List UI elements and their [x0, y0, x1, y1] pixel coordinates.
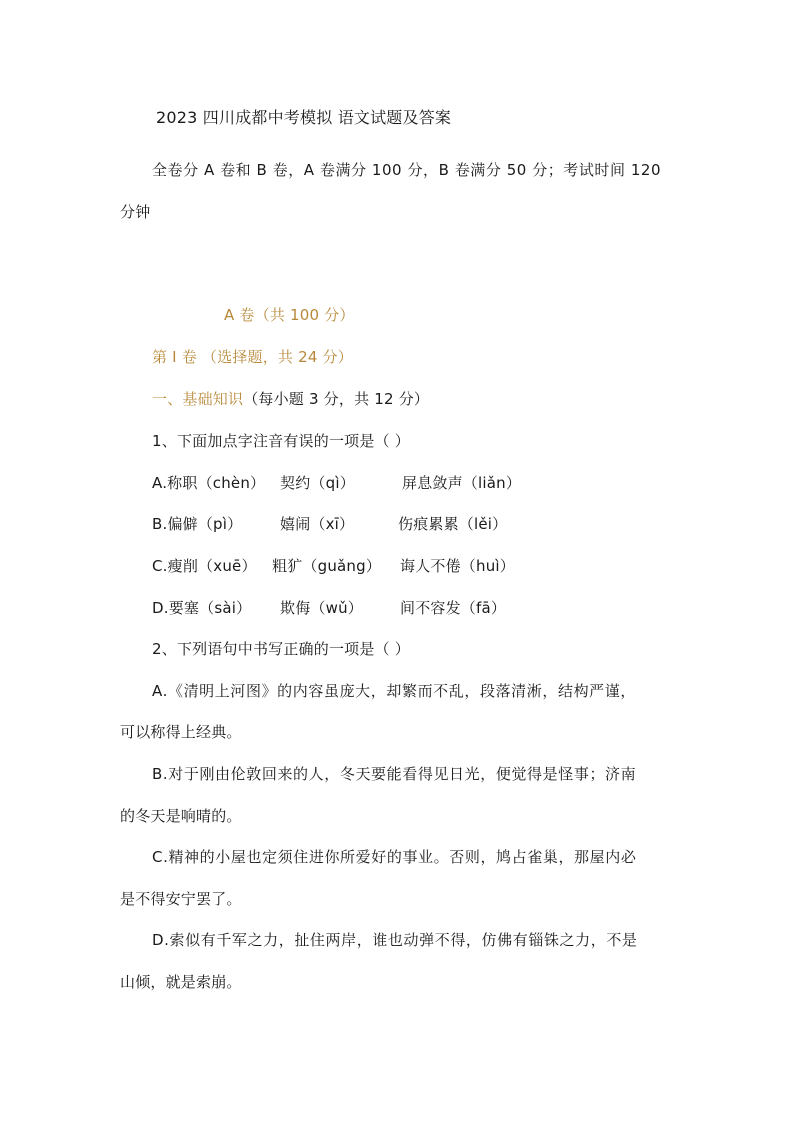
basic-knowledge-title: 一、基础知识 — [152, 390, 244, 408]
option-b-word-1: B.偏僻（pì） — [152, 515, 243, 533]
option-c-word-2: 粗犷（guǎng） — [272, 557, 382, 575]
option-b-word-3: 伤痕累累（lěi） — [398, 515, 508, 533]
option-c-word-1: C.瘦削（xuē） — [152, 557, 257, 575]
option-d-word-1: D.要塞（sài） — [152, 599, 252, 617]
option-c-word-3: 诲人不倦（huì） — [400, 557, 515, 575]
question-1-option-d — [152, 598, 506, 618]
question-2-option-d-line-1: D.索似有千军之力，扯住两岸，谁也动弹不得，仿佛有锱铢之力，不是 — [152, 931, 638, 949]
intro-line-1: 全卷分 A 卷和 B 卷，A 卷满分 100 分，B 卷满分 50 分；考试时间 120 — [152, 161, 662, 179]
question-1-option-c — [152, 556, 515, 576]
section-a-heading: A 卷（共 100 分） — [224, 306, 355, 324]
option-d-word-2: 欺侮（wǔ） — [280, 599, 363, 617]
question-2-option-b-line-2: 的冬天是响晴的。 — [120, 807, 242, 825]
question-1-stem: 1、下面加点字注音有误的一项是（ ） — [152, 432, 410, 450]
basic-knowledge-heading — [152, 389, 429, 409]
option-a-word-2: 契约（qì） — [280, 474, 355, 492]
question-2-option-c-line-2: 是不得安宁罢了。 — [120, 890, 242, 908]
question-2-option-c-line-1: C.精神的小屋也定须住进你所爱好的事业。否则，鸠占雀巢，那屋内必 — [152, 848, 637, 866]
option-b-word-2: 嬉闹（xī） — [280, 515, 355, 533]
option-d-word-3: 间不容发（fā） — [400, 599, 507, 617]
option-a-word-1: A.称职（chèn） — [152, 474, 266, 492]
question-2-option-a-line-1: A.《清明上河图》的内容虽庞大，却繁而不乱，段落清淅，结构严谨， — [152, 682, 636, 700]
part-one-heading: 第 I 卷 （选择题，共 24 分） — [152, 348, 353, 366]
question-1-option-a — [152, 473, 521, 493]
page-title: 2023 四川成都中考模拟 语文试题及答案 — [156, 108, 452, 127]
question-2-stem: 2、下列语句中书写正确的一项是（ ） — [152, 640, 410, 658]
intro-line-2: 分钟 — [120, 203, 151, 221]
question-2-option-d-line-2: 山倾，就是索崩。 — [120, 973, 242, 991]
basic-knowledge-note: （每小题 3 分，共 12 分） — [243, 390, 430, 408]
question-2-option-b-line-1: B.对于刚由伦敦回来的人，冬天要能看得见日光，便觉得是怪事；济南 — [152, 765, 637, 783]
question-1-option-b — [152, 514, 507, 534]
option-a-word-3: 屏息敛声（liǎn） — [402, 474, 522, 492]
question-2-option-a-line-2: 可以称得上经典。 — [120, 723, 242, 741]
